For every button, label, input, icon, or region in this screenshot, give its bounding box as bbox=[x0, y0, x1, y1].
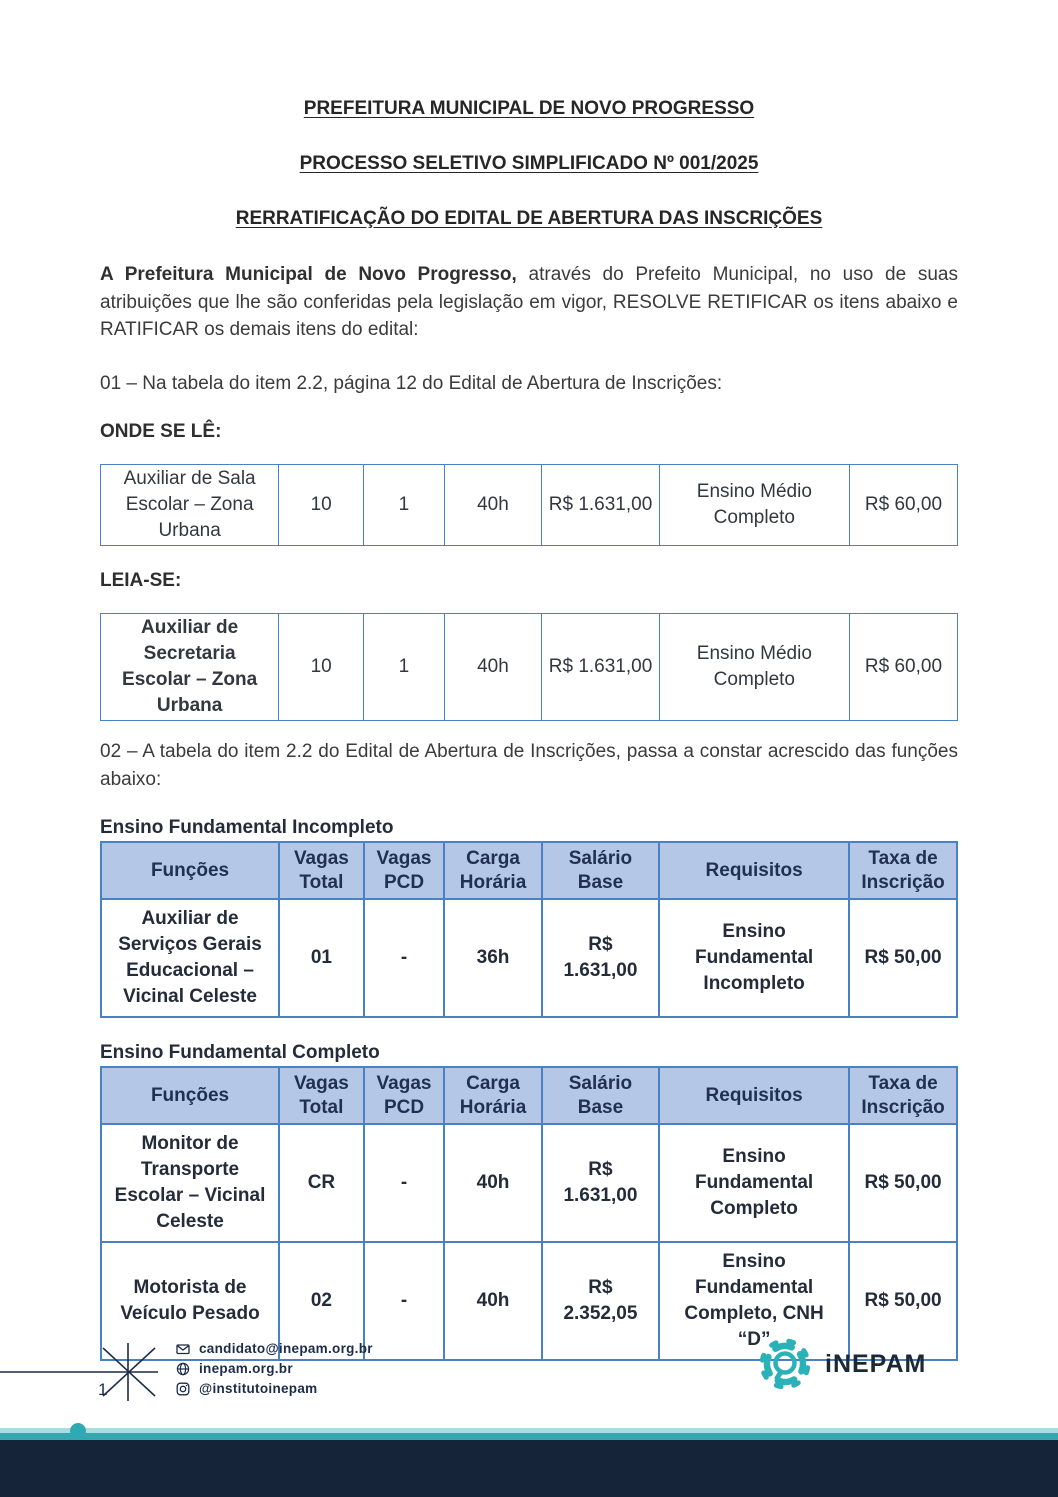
intro-rest-text: através do Prefeito Municipal, no uso de suas atribuições que lhe são conferidas pela legislação em vigor, RESOLVE RETIFICAR os itens abaixo e RATIFICAR os demais itens do edital: bbox=[100, 264, 958, 340]
table-cell-taxa: R$ 50,00 bbox=[849, 899, 957, 1017]
table-cell-salario: R$ 1.631,00 bbox=[542, 1124, 659, 1242]
table-cell-funcao: Monitor de Transporte Escolar – Vicinal Celeste bbox=[101, 1124, 279, 1242]
teal-dot-decoration bbox=[70, 1423, 86, 1439]
efi-table-title: Ensino Fundamental Incompleto bbox=[100, 817, 394, 838]
table-cell-funcao: Auxiliar de Sala Escolar – Zona Urbana bbox=[101, 465, 279, 546]
efc-table-title: Ensino Fundamental Completo bbox=[100, 1042, 380, 1063]
table-cell-vagas-pcd: - bbox=[364, 1242, 444, 1360]
header-cell-carga-horaria: Carga Horária bbox=[444, 1067, 542, 1124]
table-cell-carga-horaria: 40h bbox=[444, 614, 542, 721]
header-cell-requisitos: Requisitos bbox=[659, 1067, 849, 1124]
logo-text: iNEPAM bbox=[825, 1349, 927, 1378]
contact-item-website bbox=[176, 1360, 373, 1377]
table-cell-taxa: R$ 50,00 bbox=[849, 1242, 957, 1360]
header-cell-vagas-pcd: Vagas PCD bbox=[364, 1067, 444, 1124]
item-02-text: 02 – A tabela do item 2.2 do Edital de Abertura de Inscrições, passa a constar acrescido das funções abaixo: bbox=[100, 741, 958, 790]
leia-se-table bbox=[100, 613, 958, 721]
table-cell-salario: R$ 1.631,00 bbox=[542, 465, 659, 546]
table-cell-vagas-pcd: - bbox=[364, 1124, 444, 1242]
header-cell-funcoes: Funções bbox=[101, 1067, 279, 1124]
header-cell-salario-base: Salário Base bbox=[542, 842, 659, 899]
table-cell-taxa: R$ 60,00 bbox=[849, 465, 957, 546]
table-cell-requisitos: Ensino Fundamental Incompleto bbox=[659, 899, 849, 1017]
onde-se-le-table bbox=[100, 464, 958, 546]
table-cell-carga-horaria: 40h bbox=[444, 1242, 542, 1360]
document-content bbox=[100, 0, 958, 1361]
header-cell-vagas-total: Vagas Total bbox=[279, 842, 364, 899]
table-cell-salario: R$ 1.631,00 bbox=[542, 614, 659, 721]
table-cell-vagas-pcd: 1 bbox=[364, 614, 445, 721]
table-cell-requisitos: Ensino Médio Completo bbox=[659, 465, 849, 546]
table-cell-funcao: Auxiliar de Serviços Gerais Educacional – Vicinal Celeste bbox=[101, 899, 279, 1017]
table-cell-vagas-total: CR bbox=[279, 1124, 364, 1242]
table-cell-requisitos: Ensino Fundamental Completo, CNH “D” bbox=[659, 1242, 849, 1360]
table-cell-salario: R$ 1.631,00 bbox=[542, 899, 659, 1017]
header-cell-taxa: Taxa de Inscrição bbox=[849, 842, 957, 899]
header-cell-funcoes: Funções bbox=[101, 842, 279, 899]
contact-item-instagram bbox=[176, 1380, 373, 1397]
table-cell-carga-horaria: 36h bbox=[444, 899, 542, 1017]
globe-icon bbox=[176, 1362, 190, 1376]
table-cell-taxa: R$ 60,00 bbox=[849, 614, 957, 721]
table-header-row bbox=[101, 1067, 957, 1124]
table-row bbox=[101, 614, 958, 721]
table-row bbox=[101, 1242, 957, 1360]
leia-se-label: LEIA-SE: bbox=[100, 570, 182, 591]
table-cell-requisitos: Ensino Fundamental Completo bbox=[659, 1124, 849, 1242]
doc-title-prefeitura: PREFEITURA MUNICIPAL DE NOVO PROGRESSO bbox=[303, 98, 755, 119]
instagram-icon bbox=[176, 1382, 190, 1396]
header-cell-taxa: Taxa de Inscrição bbox=[849, 1067, 957, 1124]
header-cell-carga-horaria: Carga Horária bbox=[444, 842, 542, 899]
table-cell-salario: R$ 2.352,05 bbox=[542, 1242, 659, 1360]
page-number: 1 bbox=[98, 1380, 108, 1399]
doc-title-rerratificacao: RERRATIFICAÇÃO DO EDITAL DE ABERTURA DAS INSCRIÇÕES bbox=[235, 208, 823, 229]
footer-teal-strip bbox=[0, 1428, 1058, 1440]
table-cell-carga-horaria: 40h bbox=[444, 465, 542, 546]
table-cell-funcao: Auxiliar de Secretaria Escolar – Zona Urbana bbox=[101, 614, 279, 721]
onde-se-le-label: ONDE SE LÊ: bbox=[100, 421, 222, 442]
item-01-text: 01 – Na tabela do item 2.2, página 12 do Edital de Abertura de Inscrições: bbox=[100, 372, 723, 394]
intro-paragraph bbox=[100, 261, 958, 344]
contact-email-text: candidato@inepam.org.br bbox=[199, 1341, 373, 1356]
efi-table bbox=[100, 841, 958, 1018]
header-cell-vagas-pcd: Vagas PCD bbox=[364, 842, 444, 899]
header-cell-vagas-total: Vagas Total bbox=[279, 1067, 364, 1124]
table-cell-vagas-total: 10 bbox=[279, 465, 364, 546]
header-cell-salario-base: Salário Base bbox=[542, 1067, 659, 1124]
table-cell-requisitos: Ensino Médio Completo bbox=[659, 614, 849, 721]
table-cell-vagas-total: 01 bbox=[279, 899, 364, 1017]
contact-website-text: inepam.org.br bbox=[199, 1361, 293, 1376]
table-cell-vagas-total: 02 bbox=[279, 1242, 364, 1360]
table-cell-vagas-pcd: 1 bbox=[364, 465, 445, 546]
table-cell-taxa: R$ 50,00 bbox=[849, 1124, 957, 1242]
intro-bold-lead: A Prefeitura Municipal de Novo Progresso, bbox=[100, 264, 517, 285]
table-cell-vagas-total: 10 bbox=[279, 614, 364, 721]
table-row bbox=[101, 465, 958, 546]
table-cell-vagas-pcd: - bbox=[364, 899, 444, 1017]
table-header-row bbox=[101, 842, 957, 899]
table-cell-carga-horaria: 40h bbox=[444, 1124, 542, 1242]
efc-table bbox=[100, 1066, 958, 1361]
table-cell-funcao: Motorista de Veículo Pesado bbox=[101, 1242, 279, 1360]
header-cell-requisitos: Requisitos bbox=[659, 842, 849, 899]
contact-instagram-text: @institutoinepam bbox=[199, 1381, 318, 1396]
table-row bbox=[101, 1124, 957, 1242]
doc-title-processo: PROCESSO SELETIVO SIMPLIFICADO Nº 001/2025 bbox=[299, 153, 759, 174]
table-row bbox=[101, 899, 957, 1017]
footer-navy-bar bbox=[0, 1440, 1058, 1497]
